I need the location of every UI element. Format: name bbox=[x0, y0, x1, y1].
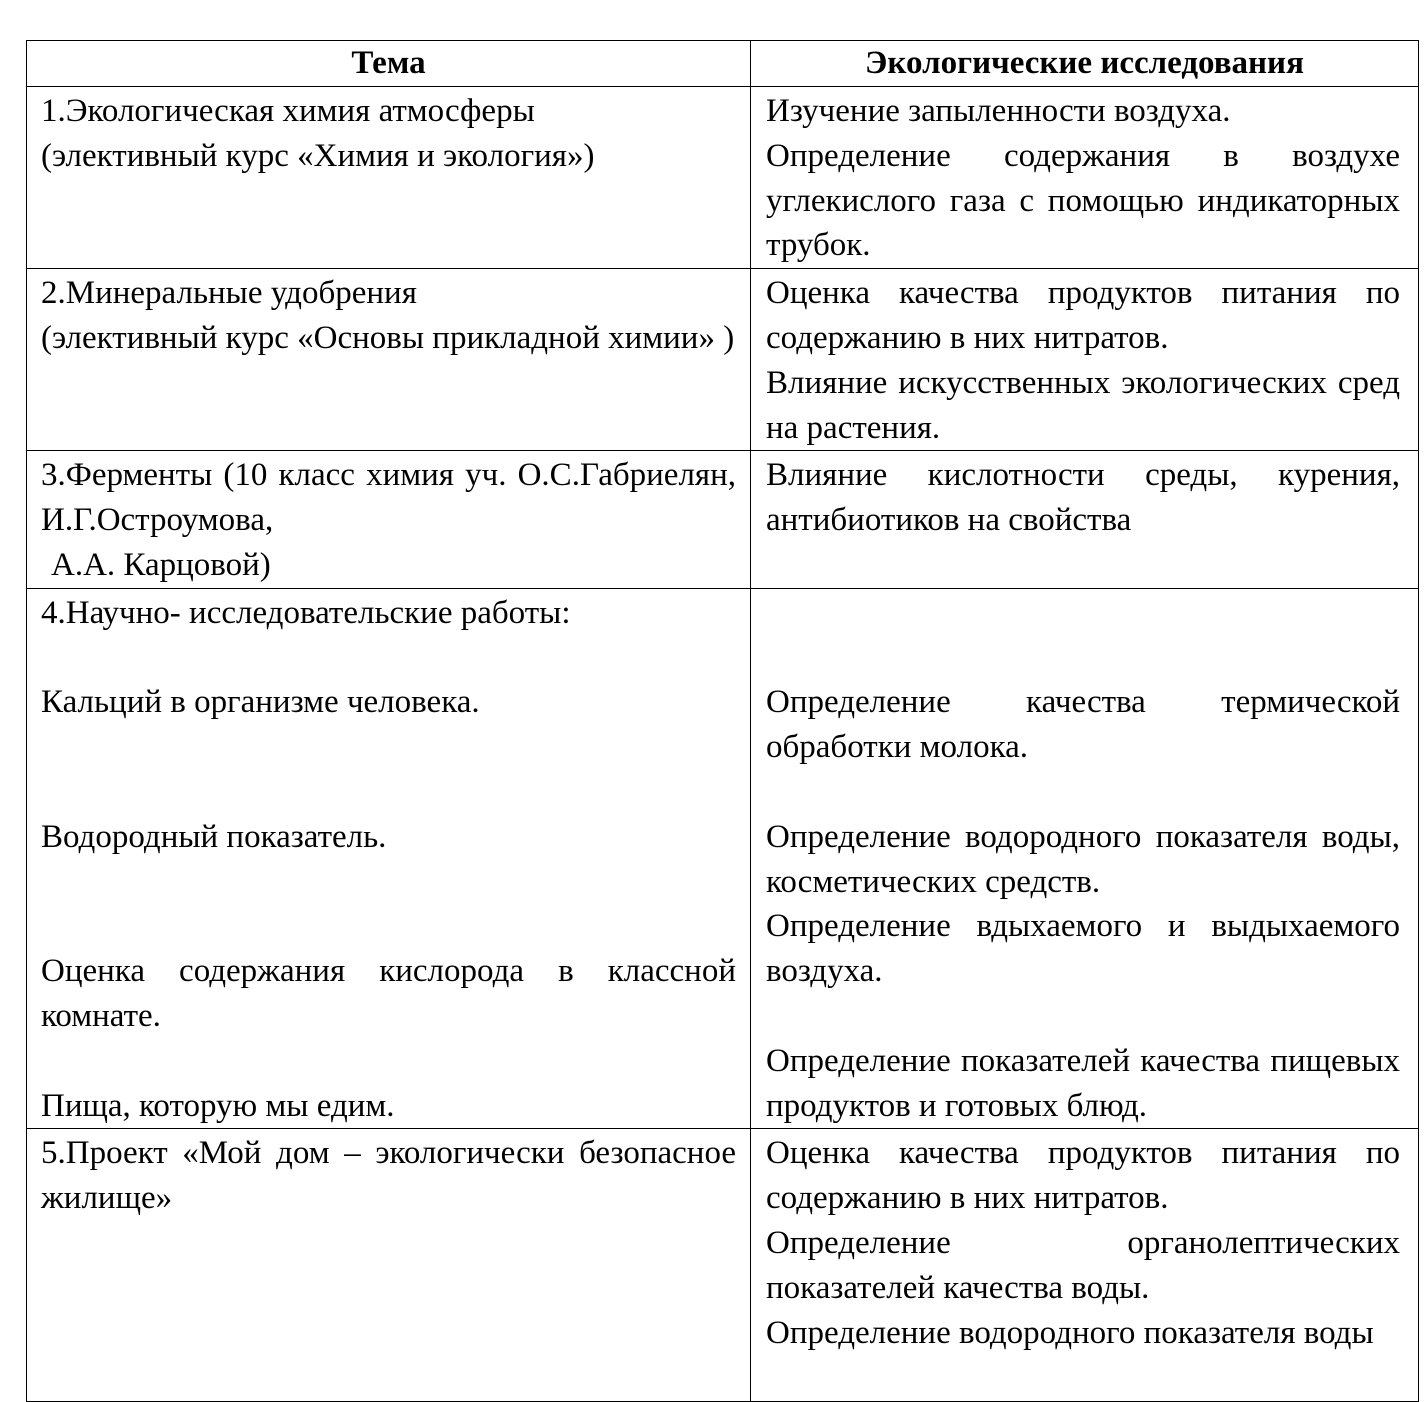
research-cell bbox=[751, 588, 1419, 1129]
header-ecological-research: Экологические исследования bbox=[751, 41, 1419, 87]
research-item: Определение содержания в воздухе углекислого газа с помощью индикаторных трубок. bbox=[766, 137, 1400, 264]
topic-line: А.А. Карцовой) bbox=[51, 546, 271, 583]
topic-line: Кальций в организме человека. bbox=[41, 684, 480, 721]
table-row bbox=[27, 451, 1419, 588]
research-cell bbox=[751, 1129, 1419, 1402]
research-topics-table bbox=[26, 40, 1419, 1402]
topic-cell bbox=[27, 588, 751, 1129]
research-item: Определение органолептических показателей качества воды. bbox=[766, 1224, 1400, 1306]
topic-cell bbox=[27, 451, 751, 588]
topic-line: Водородный показатель. bbox=[41, 818, 387, 855]
table-header-row bbox=[27, 41, 1419, 87]
topic-cell bbox=[27, 1129, 751, 1402]
table-row bbox=[27, 588, 1419, 1129]
topic-line: Пища, которую мы едим. bbox=[41, 1087, 395, 1124]
topic-line: (элективный курс «Основы прикладной химии» ) bbox=[41, 319, 735, 356]
header-topic: Тема bbox=[27, 41, 751, 87]
table-row bbox=[27, 1129, 1419, 1402]
topic-line: 4.Научно- исследовательские работы: bbox=[41, 594, 571, 631]
topic-line: 1.Экологическая химия атмосферы bbox=[41, 93, 535, 129]
research-item: Определение показателей качества пищевых продуктов и готовых блюд. bbox=[766, 1042, 1400, 1124]
topic-line: (элективный курс «Химия и экология») bbox=[41, 137, 595, 174]
research-item: Определение водородного показателя воды bbox=[766, 1314, 1374, 1351]
table-row bbox=[27, 87, 1419, 269]
research-item: Определение вдыхаемого и выдыхаемого воздуха. bbox=[766, 908, 1400, 990]
research-item: Оценка качества продуктов питания по содержанию в них нитратов. bbox=[766, 1135, 1400, 1217]
topic-cell bbox=[27, 269, 751, 451]
research-item: Изучение запыленности воздуха. bbox=[766, 93, 1231, 129]
research-cell bbox=[751, 87, 1419, 269]
research-item: Определение качества термической обработки молока. bbox=[766, 684, 1400, 766]
research-cell bbox=[751, 269, 1419, 451]
topic-cell bbox=[27, 87, 751, 269]
research-cell bbox=[751, 451, 1419, 588]
research-item: Определение водородного показателя воды, косметических средств. bbox=[766, 818, 1400, 900]
research-item: Влияние искусственных экологических сред на растения. bbox=[766, 364, 1400, 446]
topic-line: 3.Ферменты (10 класс химия уч. О.С.Габриелян, И.Г.Остроумова, bbox=[41, 457, 736, 539]
topic-line: 5.Проект «Мой дом – экологически безопасное жилище» bbox=[41, 1135, 736, 1217]
topic-line: 2.Минеральные удобрения bbox=[41, 275, 417, 312]
topic-line: Оценка содержания кислорода в классной комнате. bbox=[41, 953, 736, 1034]
research-item: Влияние кислотности среды, курения, антибиотиков на свойства bbox=[766, 457, 1400, 539]
research-item: Оценка качества продуктов питания по содержанию в них нитратов. bbox=[766, 275, 1400, 356]
table-row bbox=[27, 269, 1419, 451]
